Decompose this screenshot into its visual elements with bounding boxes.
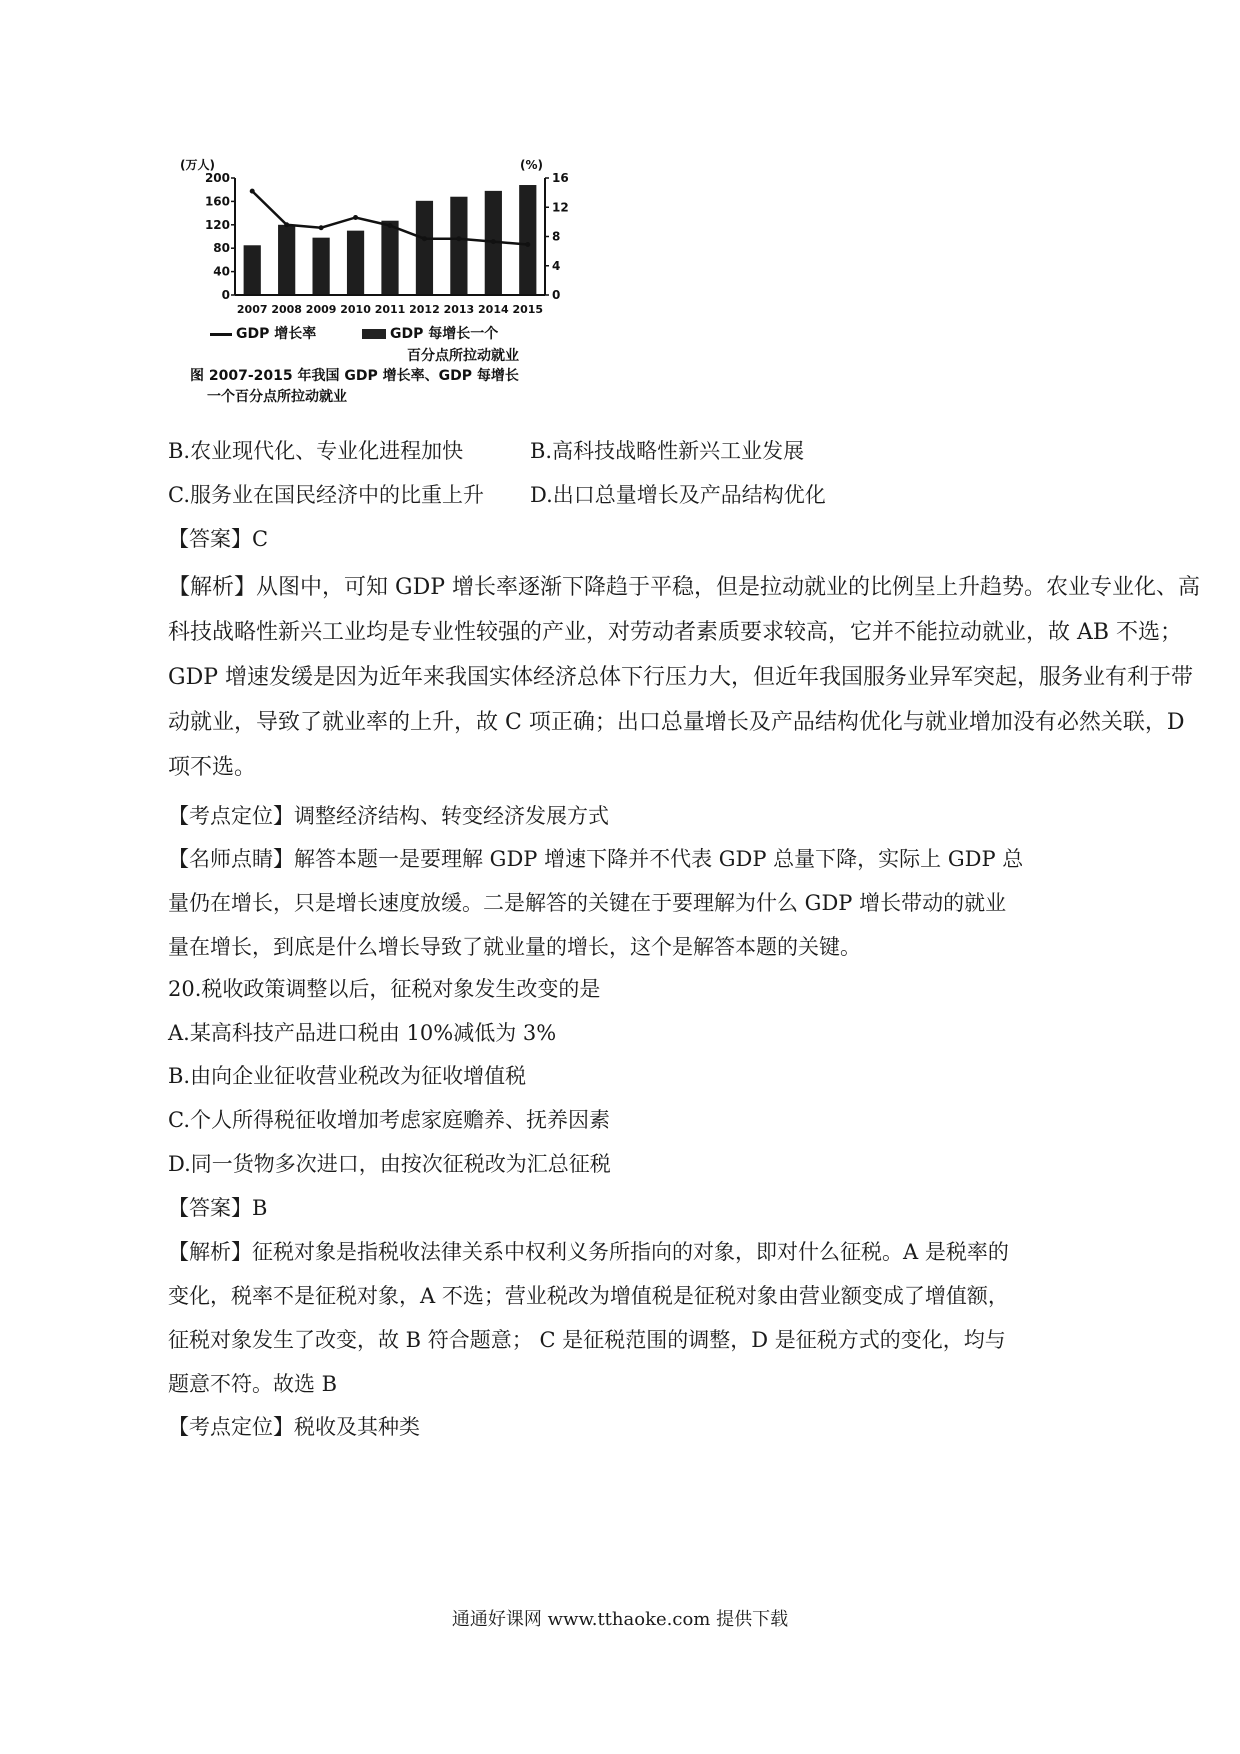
mingshi-q19-line-1: 【名师点睛】解答本题一是要理解 GDP 增速下降并不代表 GDP 总量下降，实际上 GDP 总 [168,847,1024,871]
q20-analysis-line-2: 变化，税率不是征税对象，A 不选；营业税改为增值税是征税对象由营业额变成了增值额， [168,1284,1009,1308]
left-tick-160: 160 [204,194,230,209]
q20-analysis-line-1: 【解析】征税对象是指税收法律关系中权利义务所指向的对象，即对什么征税。A 是税率的 [168,1240,1009,1264]
left-tick-120: 120 [204,217,230,232]
q20-option-c: C.个人所得税征收增加考虑家庭赡养、抚养因素 [168,1108,610,1132]
legend-line-swatch [210,333,232,336]
q20-kaodian: 【考点定位】税收及其种类 [168,1415,420,1439]
right-tick-4: 4 [552,258,561,273]
analysis-q19-line-1: 【解析】从图中，可知 GDP 增长率逐渐下降趋于平稳，但是拉动就业的比例呈上升趋势。农业专业化、高 [168,575,1201,600]
q20-option-a: A.某高科技产品进口税由 10%减低为 3% [168,1021,557,1045]
right-axis-unit: (%) [520,158,543,172]
x-tick-2007: 2007 [236,303,268,316]
left-tick-200: 200 [204,171,230,185]
q20-stem: 20.税收政策调整以后，征税对象发生改变的是 [168,977,601,1001]
right-tick-8: 8 [552,229,561,244]
right-tick-12: 12 [552,200,569,215]
analysis-q19-line-4: 动就业，导致了就业率的上升，故 C 项正确；出口总量增长及产品结构优化与就业增加没有必然关联，D [168,710,1185,735]
x-tick-2010: 2010 [340,303,371,316]
left-axis-unit: (万人) [180,158,215,172]
legend-row [210,323,498,343]
bar-2010 [347,231,364,295]
analysis-q19-line-5: 项不选。 [168,755,257,780]
analysis-q19-line-2: 科技战略性新兴工业均是专业性较强的产业，对劳动者素质要求较高，它并不能拉动就业，故 AB 不选； [168,620,1183,645]
q20-analysis-line-3: 征税对象发生了改变，故 B 符合题意； C 是征税范围的调整，D 是征税方式的变化，均与 [168,1328,1006,1352]
footer: 通通好课网 www.tthaoke.com 提供下载 [451,1609,789,1630]
bar-2008 [278,225,295,295]
bar-2012 [416,201,433,295]
bar-2011 [381,221,398,295]
x-tick-2013: 2013 [443,303,475,316]
left-tick-0: 0 [221,288,230,302]
bar-2009 [313,238,330,295]
line-point-2009 [319,225,324,230]
analysis-q19-line-3: GDP 增速发缓是因为近年来我国实体经济总体下行压力大，但近年我国服务业异军突起，服务业有利于带 [168,665,1194,690]
line-point-2008 [284,222,289,227]
left-tick-80: 80 [213,241,230,256]
x-axis-ticks [237,303,543,316]
x-tick-2009: 2009 [305,303,337,316]
line-point-2012 [422,236,427,241]
bar-2007 [244,245,261,295]
line-point-2014 [491,239,496,244]
x-tick-2008: 2008 [271,303,302,316]
q20-option-d: D.同一货物多次进口，由按次征税改为汇总征税 [168,1152,611,1176]
mingshi-q19-line-2: 量仍在增长，只是增长速度放缓。二是解答的关键在于要理解为什么 GDP 增长带动的就业 [168,891,1007,915]
q20-answer: 【答案】B [168,1196,268,1220]
right-axis-ticks [545,171,569,302]
q20-analysis-line-4: 题意不符。故选 B [168,1372,338,1396]
figure-caption-2: 一个百分点所拉动就业 [207,389,347,405]
option-b-hightech: B.高科技战略性新兴工业发展 [530,439,805,463]
x-tick-2011: 2011 [374,303,406,316]
line-point-2013 [456,236,461,241]
left-tick-40: 40 [213,264,230,279]
x-tick-2014: 2014 [478,303,509,316]
x-tick-2015: 2015 [512,303,544,316]
kaodian-q19: 【考点定位】调整经济结构、转变经济发展方式 [168,804,609,828]
bar-2015 [519,185,536,295]
line-point-2015 [525,242,530,247]
mingshi-q19-line-3: 量在增长，到底是什么增长导致了就业量的增长，这个是解答本题的关键。 [168,935,861,959]
option-b-agriculture: B.农业现代化、专业化进程加快 [168,439,464,463]
right-tick-0: 0 [552,288,561,302]
legend-bar-label-1: GDP 每增长一个 [390,326,499,342]
legend-line-label: GDP 增长率 [236,326,317,342]
bar-2013 [450,197,467,295]
option-d-exports: D.出口总量增长及产品结构优化 [530,483,826,507]
line-point-2010 [353,215,358,220]
x-tick-2012: 2012 [409,303,440,316]
answer-q19: 【答案】C [168,527,269,551]
q20-option-b: B.由向企业征收营业税改为征收增值税 [168,1064,527,1088]
line-point-2007 [250,189,255,194]
legend-bar-swatch [362,329,386,339]
figure-caption-1: 图 2007-2015 年我国 GDP 增长率、GDP 每增长 [190,368,519,384]
legend-bar-label-2: 百分点所拉动就业 [407,348,519,364]
right-tick-16: 16 [552,171,569,185]
left-axis-ticks [205,171,235,302]
option-c-services: C.服务业在国民经济中的比重上升 [168,483,484,507]
line-point-2011 [388,223,393,228]
